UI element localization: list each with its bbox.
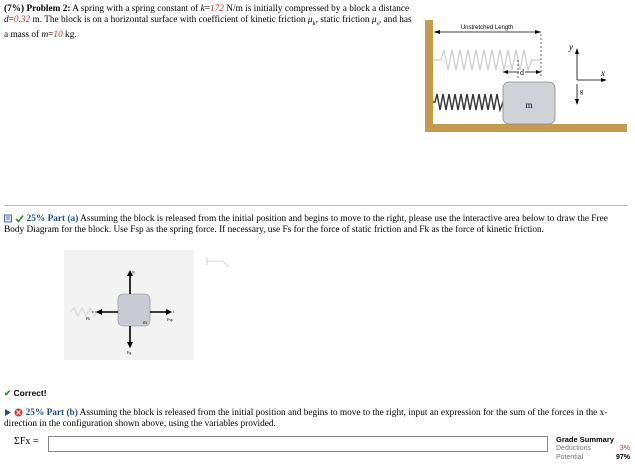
floor (425, 124, 627, 132)
correct-check-icon: ✔ (4, 388, 12, 398)
gravity-force-label: Fg (127, 350, 132, 355)
m-variable: m (41, 29, 49, 40)
part-a-text: Assuming the block is released from the initial position and begins to move to the right, please use the interactive area below to draw the Free Body Diagram for the block. Use Fsp as the spring force. If necessary, use Fs for the force of static friction and Fk as the force of kinetic friction. (4, 214, 608, 235)
part-b-text: Assuming the block is released from the initial position and begins to move to the right, input an expression for the sum of the forces in the x-direction in the configuration shown above, using the variables provided. (4, 408, 608, 429)
mu-k-variable: μ (307, 15, 313, 25)
problem-points: (7%) (4, 4, 25, 14)
grade-summary-title: Grade Summary (556, 435, 614, 444)
k-value: 172 (210, 4, 224, 14)
check-icon (15, 214, 24, 223)
problem-text-3: , static friction (315, 15, 370, 25)
part-b-header: 25% Part (b) (25, 408, 78, 418)
unstretched-length-label: Unstretched Length (460, 25, 514, 31)
problem-statement (4, 4, 414, 41)
d-value: 0.32 (13, 15, 31, 25)
deductions-label: Deductions (556, 445, 592, 452)
normal-force-label: N (132, 270, 135, 275)
block-m-label: m (525, 100, 533, 110)
mu-s-variable: μ (371, 15, 377, 25)
answer-input[interactable] (48, 436, 548, 452)
deductions-value: 3% (619, 445, 630, 452)
y-axis-label: y (569, 42, 573, 52)
problem-text-4: , and has a mass of (4, 15, 412, 40)
wall (425, 20, 433, 132)
incorrect-x-icon (14, 408, 23, 417)
correct-label: Correct! (13, 388, 47, 398)
part-b (4, 408, 628, 430)
m-unit: kg. (65, 29, 77, 40)
deductions-row (556, 444, 630, 453)
kinetic-friction-label: Fk (86, 316, 91, 321)
spring-force-label: Fsp (167, 317, 173, 322)
d-label: d (520, 68, 524, 77)
spring-block-diagram (425, 20, 627, 135)
mu-s-subscript: s (376, 20, 379, 27)
k-variable: k (200, 4, 205, 14)
cursor-trail-icon (205, 255, 235, 271)
equals-sign-2: = (8, 15, 14, 25)
part-a-header: 25% Part (a) (26, 214, 79, 224)
k-unit: N/m is initially compressed by a (226, 4, 347, 14)
fbd-area[interactable] (64, 250, 194, 360)
problem-text-1: A spring with a spring constant of (72, 4, 199, 14)
grade-summary (556, 435, 630, 462)
potential-label: Potential (556, 454, 584, 461)
equals-sign-3: = (48, 29, 54, 40)
x-axis-label: x (601, 68, 605, 78)
part-a (4, 214, 628, 236)
correct-feedback (4, 388, 47, 399)
m-value: 10 (53, 29, 63, 40)
section-divider (4, 205, 628, 206)
potential-row (556, 453, 630, 462)
answer-label: ΣFx = (14, 436, 39, 447)
expand-triangle-icon[interactable] (4, 408, 12, 417)
faded-spring (433, 50, 541, 70)
d-variable: d (4, 15, 9, 25)
problem-title: Problem 2: (26, 4, 71, 14)
d-unit: m. The block is on a horizontal surface with coefficient of kinetic friction (32, 15, 306, 25)
potential-value: 97% (615, 454, 630, 461)
part-icon (4, 214, 13, 223)
fbd-block-label: m (143, 321, 147, 326)
equals-sign-1: = (204, 4, 210, 14)
g-label: g (580, 89, 583, 95)
problem-text-2: block a distance (349, 4, 410, 14)
mu-k-subscript: k (312, 20, 316, 27)
